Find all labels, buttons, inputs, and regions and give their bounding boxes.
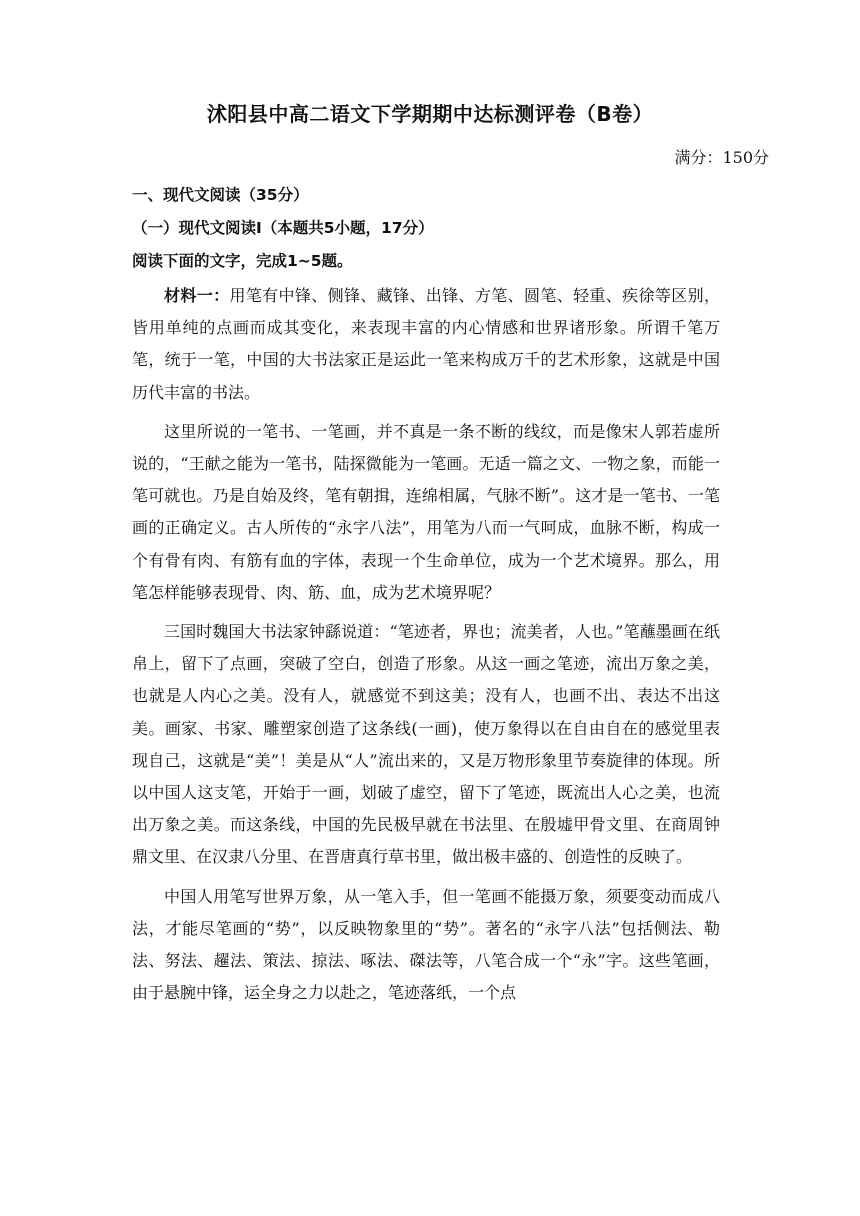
subsection-heading: （一）现代文阅读Ⅰ（本题共5小题，17分） xyxy=(132,219,434,237)
paragraph-text: 用笔有中锋、侧锋、藏锋、出锋、方笔、圆笔、轻重、疾徐等区别，皆用单纯的点画而成其变化，来表现丰富的内心情感和世界诸形象。所谓千笔万笔，统于一笔，中国的大书法家正是运此一笔来构成万千的艺术形象，这就是中国历代丰富的书法。 xyxy=(132,286,720,402)
full-score: 满分：150分 xyxy=(674,148,769,167)
reading-instruction: 阅读下面的文字，完成1~5题。 xyxy=(132,252,353,270)
section-heading: 一、现代文阅读（35分） xyxy=(132,186,309,204)
paragraph: 中国人用笔写世界万象，从一笔入手，但一笔画不能摄万象，须要变动而成八法，才能尽笔画的“势”，以反映物象里的“势”。著名的“永字八法”包括侧法、勒法、努法、趯法、策法、掠法、啄法、磔法等，八笔合成一个“永”字。这些笔画，由于悬腕中锋，运全身之力以赴之，笔迹落纸，一个点 xyxy=(132,886,720,1003)
material-label: 材料一： xyxy=(164,286,230,305)
paragraph: 这里所说的一笔书、一笔画，并不真是一条不断的线纹，而是像宋人郭若虚所说的，“王献之能为一笔书，陆探微能为一笔画。无适一篇之文、一物之象，而能一笔可就也。乃是自始及终，笔有朝揖，连绵相属，气脉不断”。这才是一笔书、一笔画的正确定义。古人所传的“永字八法”，用笔为八而一气呵成，血脉不断，构成一个有骨有肉、有筋有血的字体，表现一个生命单位，成为一个艺术境界。那么，用笔怎样能够表现骨、肉、筋、血，成为艺术境界呢？ xyxy=(132,421,720,602)
paragraph: 三国时魏国大书法家钟繇说道：“笔迹者，界也；流美者，人也。”笔蘸墨画在纸帛上，留下了点画，突破了空白，创造了形象。从这一画之笔迹，流出万象之美，也就是人内心之美。没有人，就感觉不到这美；没有人，也画不出、表达不出这美。画家、书家、雕塑家创造了这条线(一画)，使万象得以在自由自在的感觉里表现自己，这就是“美”！美是从“人”流出来的，又是万物形象里节奏旋律的体现。所以中国人这支笔，开始于一画，划破了虚空，留下了笔迹，既流出人心之美，也流出万象之美。而这条线，中国的先民极早就在书法里、在殷墟甲骨文里、在商周钟鼎文里、在汉隶八分里、在晋唐真行草书里，做出极丰盛的、创造性的反映了。 xyxy=(132,622,720,867)
document-title: 沭阳县中高二语文下学期期中达标测评卷（B卷） xyxy=(206,102,654,126)
paragraph xyxy=(132,280,720,409)
passage-body xyxy=(132,280,720,1016)
